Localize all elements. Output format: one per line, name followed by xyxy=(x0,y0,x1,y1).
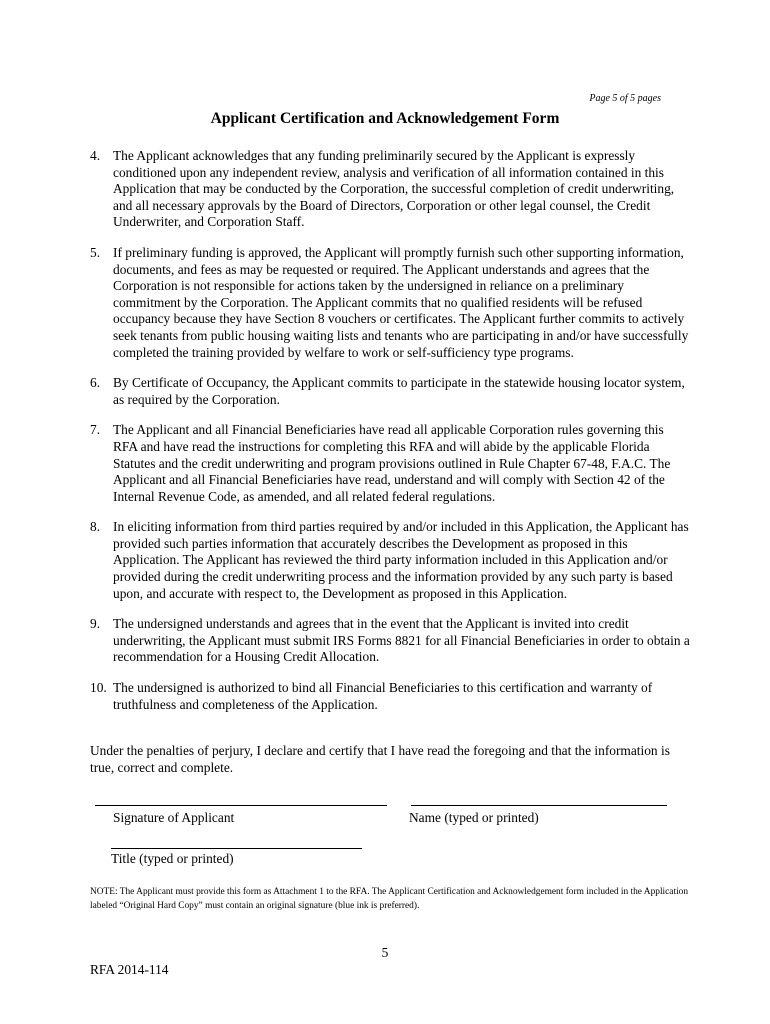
title-line[interactable] xyxy=(111,848,362,849)
item-number: 4. xyxy=(90,148,101,163)
item-number: 6. xyxy=(90,375,101,391)
form-title: Applicant Certification and Acknowledgement Form xyxy=(210,110,560,127)
name-line[interactable] xyxy=(411,805,667,806)
document-id: RFA 2014-114 xyxy=(90,962,169,977)
certification-item xyxy=(90,680,690,713)
page-indicator: Page 5 of 5 pages xyxy=(589,93,661,104)
certification-item xyxy=(90,422,690,505)
page-number: 5 xyxy=(381,945,389,960)
item-number: 7. xyxy=(90,422,101,438)
item-text: The undersigned understands and agrees that in the event that the Applicant is invited into credit underwriting, the Applicant must submit IRS Forms 8821 for all Financial Beneficiaries in order to obtain a recommendation for a Housing Credit Allocation. xyxy=(113,616,690,665)
certification-item xyxy=(90,148,690,231)
item-number: 9. xyxy=(90,616,101,632)
item-text: By Certificate of Occupancy, the Applicant commits to participate in the statewide housing locator system, as required by the Corporation. xyxy=(113,375,685,407)
item-text: The Applicant and all Financial Beneficiaries have read all applicable Corporation rules governing this RFA and have read the instructions for completing this RFA and will abide by the applicable Florida Statutes and the credit underwriting and program provisions outlined in Rule Chapter 67-48, F.A.C. The Applicant and all Financial Beneficiaries have read, understand and will comply with Section 42 of the Internal Revenue Code, as amended, and all related federal regulations. xyxy=(113,422,671,504)
item-number: 10. xyxy=(90,680,107,696)
certification-item xyxy=(90,616,690,666)
item-text: If preliminary funding is approved, the Applicant will promptly furnish such other supporting information, documents, and fees as may be requested or required. The Applicant understands and agrees that the Corporation is not responsible for actions taken by the undersigned in reliance on a preliminary commitment by the Corporation. The Applicant commits that no qualified residents will be refused occupancy because they have Section 8 vouchers or certificates. The Applicant further commits to actively seek tenants from public housing waiting lists and tenants who are participating in and/or have successfully completed the training provided by welfare to work or self-sufficiency type programs. xyxy=(113,244,689,360)
name-label: Name (typed or printed) xyxy=(409,810,539,825)
item-number: 8. xyxy=(90,519,101,535)
certification-item xyxy=(90,519,690,602)
item-text: The Applicant acknowledges that any funding preliminarily secured by the Applicant is expressly conditioned upon any independent review, analysis and verification of all information contained in this Application that may be conducted by the Corporation, the successful completion of credit underwriting, and all necessary approvals by the Board of Directors, Corporation or other legal counsel, the Credit Underwriter, and Corporation Staff. xyxy=(113,148,675,230)
perjury-declaration: Under the penalties of perjury, I declare and certify that I have read the foregoing and that the information is true, correct and complete. xyxy=(90,743,670,775)
note-text: NOTE: The Applicant must provide this form as Attachment 1 to the RFA. The Applicant Certification and Acknowledgement form included in the Application labeled “Original Hard Copy” must contain an original signature (blue ink is preferred). xyxy=(90,887,689,911)
certification-item xyxy=(90,245,690,361)
title-label: Title (typed or printed) xyxy=(111,851,234,866)
signature-line[interactable] xyxy=(95,805,387,806)
signature-label: Signature of Applicant xyxy=(113,810,235,825)
item-text: In eliciting information from third parties required by and/or included in this Application, the Applicant has provided such parties information that accurately describes the Development as proposed in this Application. The Applicant has reviewed the third party information included in this Application and/or provided during the credit underwriting process and the information provided by any such party is based upon, and accurate with respect to, the Development as proposed in this Application. xyxy=(113,519,689,601)
item-number: 5. xyxy=(90,244,101,260)
certification-item xyxy=(90,375,690,408)
certification-items-list xyxy=(90,148,690,727)
item-text: The undersigned is authorized to bind all Financial Beneficiaries to this certification and warranty of truthfulness and completeness of the Application. xyxy=(113,680,653,712)
